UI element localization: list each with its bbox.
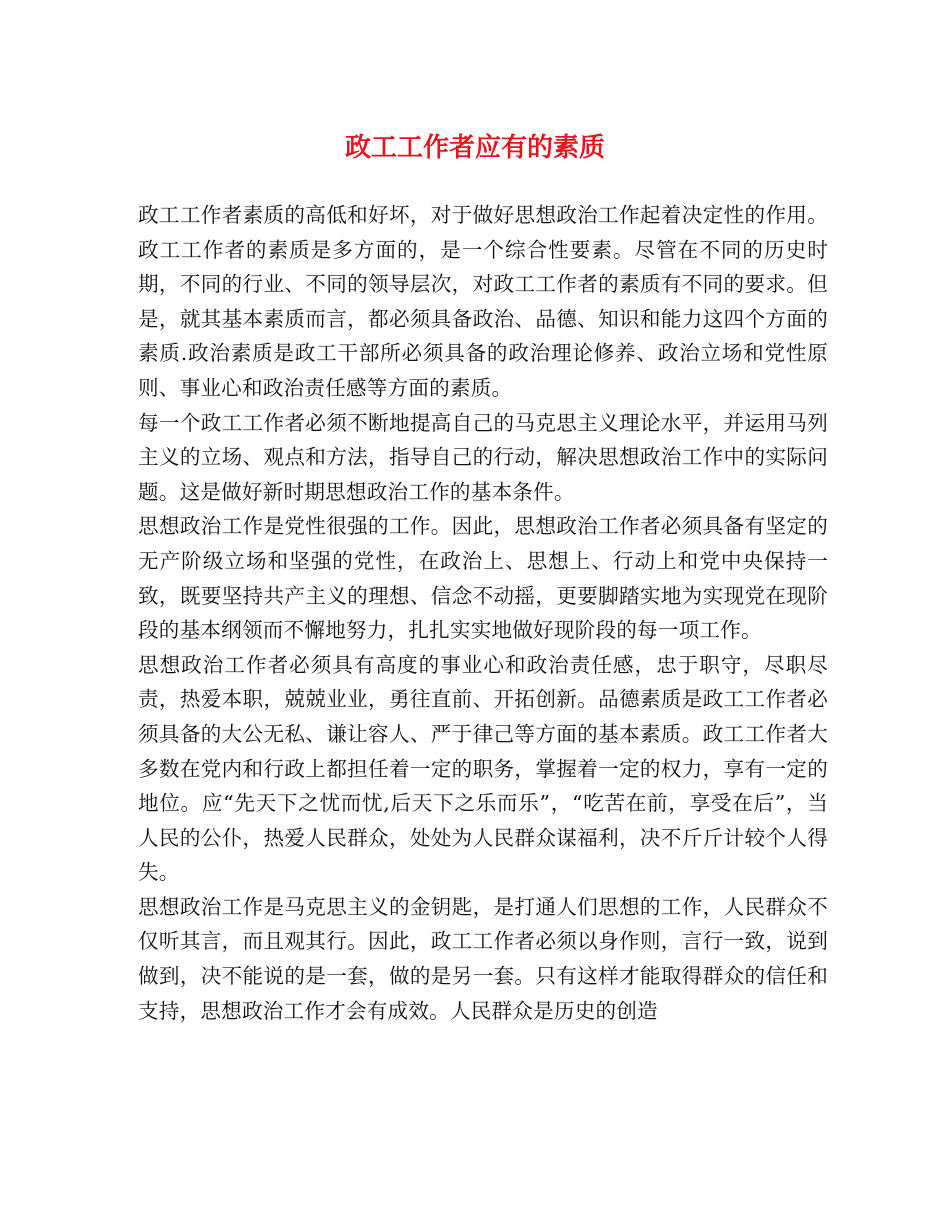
- paragraph-3: 思想政治工作是党性很强的工作。因此，思想政治工作者必须具备有坚定的无产阶级立场和坚强的党性，在政治上、思想上、行动上和党中央保持一致，既要坚持共产主义的理想、信念不动摇，更要脚踏实地为实现党在现阶段的基本纲领而不懈地努力，扎扎实实地做好现阶段的每一项工作。: [138, 514, 828, 643]
- paragraph-5: 思想政治工作是马克思主义的金钥匙，是打通人们思想的工作，人民群众不仅听其言，而且观其行。因此，政工工作者必须以身作则，言行一致，说到做到，决不能说的是一套，做的是另一套。只有这样才能取得群众的信任和支持，思想政治工作才会有成效。人民群众是历史的创造: [138, 894, 828, 1023]
- document-body: [138, 198, 828, 1028]
- paragraph-1: 政工工作者素质的高低和好坏，对于做好思想政治工作起着决定性的作用。政工工作者的素质是多方面的，是一个综合性要素。尽管在不同的历史时期，不同的行业、不同的领导层次，对政工工作者的素质有不同的要求。但是，就其基本素质而言，都必须具备政治、品德、知识和能力这四个方面的素质.政治素质是政工干部所必须具备的政治理论修养、政治立场和党性原则、事业心和政治责任感等方面的素质。: [138, 203, 828, 400]
- document-title: 政工工作者应有的素质: [344, 133, 605, 163]
- paragraph-2: 每一个政工工作者必须不断地提高自己的马克思主义理论水平，并运用马列主义的立场、观点和方法，指导自己的行动，解决思想政治工作中的实际问题。这是做好新时期思想政治工作的基本条件。: [138, 410, 828, 504]
- paragraph-4: 思想政治工作者必须具有高度的事业心和政治责任感，忠于职守，尽职尽责，热爱本职，兢兢业业，勇往直前、开拓创新。品德素质是政工工作者必须具备的大公无私、谦让容人、严于律己等方面的基本素质。政工工作者大多数在党内和行政上都担任着一定的职务，掌握着一定的权力，享有一定的地位。应“先天下之忧而忧,后天下之乐而乐”，“吃苦在前，享受在后”，当人民的公仆，热爱人民群众，处处为人民群众谋福利，决不斤斤计较个人得失。: [138, 652, 828, 885]
